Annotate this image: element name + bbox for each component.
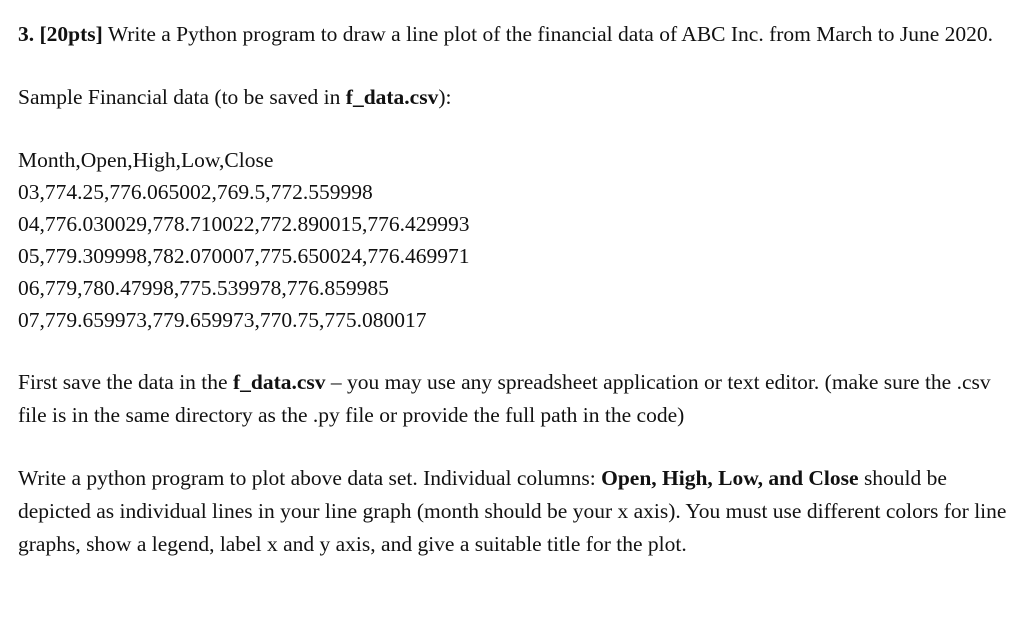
sample-intro-prefix: Sample Financial data (to be saved in [18,85,346,109]
csv-data-line: 03,774.25,776.065002,769.5,772.559998 [18,180,373,204]
question-header [18,18,1018,51]
csv-data-line: 06,779,780.47998,775.539978,776.859985 [18,276,389,300]
csv-data-line: 05,779.309998,782.070007,775.650024,776.469971 [18,244,470,268]
question-number: 3. [18,22,35,46]
save-instructions [18,366,1018,432]
sample-intro [18,81,1018,114]
question-points: [20pts] [39,22,103,46]
csv-header-line: Month,Open,High,Low,Close [18,148,274,172]
task-suffix: should be depicted as individual lines in your line graph (month should be your x axis). You must use different colors for line graphs, show a legend, label x and y axis, and give a suitable title for the plot. [18,466,1007,556]
save-instructions-suffix: – you may use any spreadsheet application or text editor. (make sure the .csv file is in the same directory as the .py file or provide the full path in the code) [18,370,991,427]
csv-data-line: 07,779.659973,779.659973,770.75,775.080017 [18,308,427,332]
task-instructions [18,462,1018,561]
save-instructions-prefix: First save the data in the [18,370,233,394]
csv-data-line: 04,776.030029,778.710022,772.890015,776.429993 [18,212,470,236]
sample-intro-suffix: ): [438,85,452,109]
question-text: Write a Python program to draw a line plot of the financial data of ABC Inc. from March to June 2020. [107,22,993,46]
document-body [18,18,1018,561]
save-filename: f_data.csv [232,370,326,394]
csv-data-block [18,144,1018,336]
sample-filename: f_data.csv [345,85,439,109]
task-columns: Open, High, Low, and Close [601,466,859,490]
task-prefix: Write a python program to plot above data set. Individual columns: [18,466,602,490]
